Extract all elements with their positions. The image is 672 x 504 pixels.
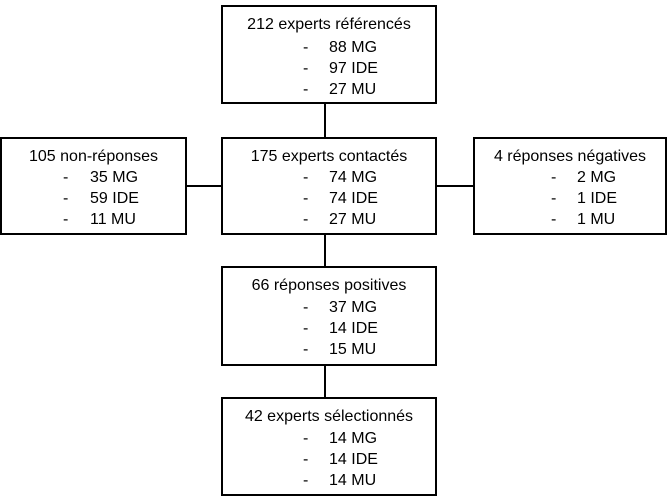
item-mg: 88 MG [329,39,378,56]
item-ide: 14 IDE [329,451,378,468]
box-title: 175 experts contactés [250,148,408,165]
bullet-dash: - [303,190,309,207]
item-mu: 27 MU [329,211,377,228]
bullet-dash: - [303,60,309,77]
item-mg: 37 MG [329,299,378,316]
item-ide: 97 IDE [329,60,378,77]
connector-referenced-contacted [324,103,326,138]
item-mu: 27 MU [329,81,377,98]
item-mu: 11 MU [90,211,136,228]
bullet-dash: - [303,211,309,228]
item-mu: 14 MU [329,472,377,489]
bullet-dash: - [303,299,309,316]
box-negative-responses [473,137,667,235]
bullet-dash: - [303,341,309,358]
bullet-dash: - [551,169,557,186]
item-mu: 1 MU [577,211,616,228]
box-experts-referenced [221,5,437,104]
box-positive-responses [221,266,437,366]
item-mg: 14 MG [329,430,378,447]
bullet-dash: - [303,39,309,56]
box-title: 4 réponses négatives [493,148,647,165]
connector-contacted-positive [324,234,326,266]
connector-nonresponses-contacted [186,185,222,187]
bullet-dash: - [551,211,557,228]
item-ide: 59 IDE [90,190,139,207]
bullet-dash: - [551,190,557,207]
item-ide: 14 IDE [329,320,378,337]
bullet-dash: - [303,320,309,337]
bullet-dash: - [303,430,309,447]
box-title: 105 non-réponses [29,148,158,165]
bullet-dash: - [63,211,69,228]
item-mg: 35 MG [90,169,139,186]
item-ide: 1 IDE [577,190,618,207]
connector-positive-selected [324,365,326,398]
bullet-dash: - [303,451,309,468]
bullet-dash: - [303,169,309,186]
box-non-responses [0,137,187,235]
box-title: 42 experts sélectionnés [244,408,414,425]
bullet-dash: - [303,81,309,98]
item-mg: 74 MG [329,169,378,186]
box-title: 66 réponses positives [251,277,407,294]
box-title: 212 experts référencés [247,16,411,33]
bullet-dash: - [63,169,69,186]
item-ide: 74 IDE [329,190,378,207]
item-mg: 2 MG [577,169,617,186]
box-experts-selected [221,397,437,496]
bullet-dash: - [63,190,69,207]
connector-contacted-negative [436,185,474,187]
bullet-dash: - [303,472,309,489]
box-experts-contacted [221,137,437,235]
item-mu: 15 MU [329,341,377,358]
